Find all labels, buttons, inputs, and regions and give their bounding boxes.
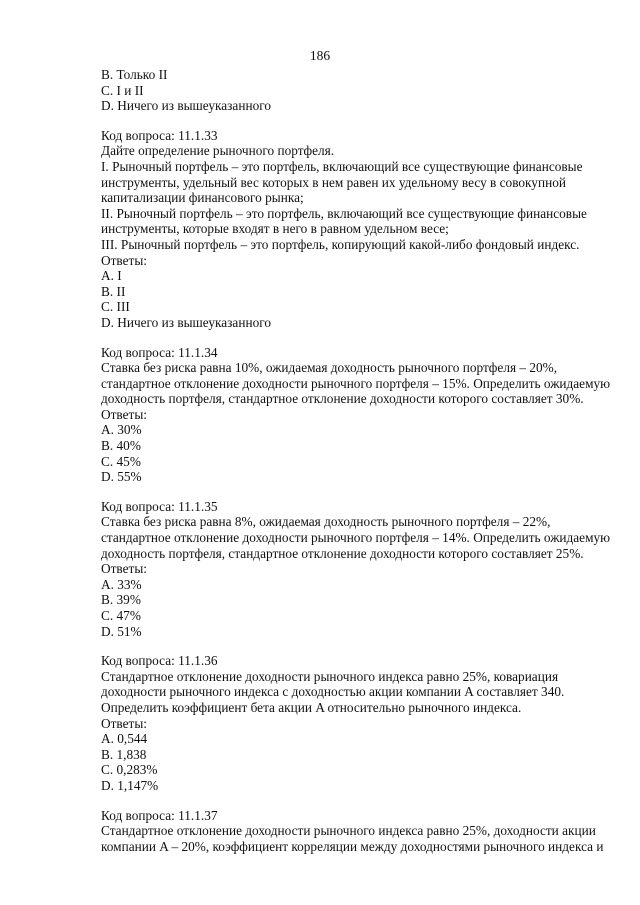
question-code: Код вопроса: 11.1.37 (101, 807, 218, 823)
answer-option: B. 39% (101, 592, 141, 608)
answers-label: Ответы: (101, 561, 147, 577)
question-text-line: стандартное отклонение доходности рыночного портфеля – 15%. Определить ожидаемую (101, 375, 611, 391)
answer-option: C. 0,283% (101, 762, 158, 778)
question-11-1-33 (101, 128, 599, 331)
question-text-line: доходность портфеля, стандартное отклонение доходности которого составляет 25%. (101, 545, 584, 561)
question-text-line: Определить коэффициент бета акции A относительно рыночного индекса. (101, 699, 522, 715)
question-text-line: I. Рыночный портфель – это портфель, включающий все существующие финансовые (101, 158, 583, 174)
question-text-line: капитализации финансового рынка; (101, 190, 304, 206)
question-code: Код вопроса: 11.1.34 (101, 344, 218, 360)
answer-option: B. II (101, 283, 126, 299)
answer-option: A. 33% (101, 576, 142, 592)
answer-option: C. I и II (101, 82, 144, 98)
question-11-1-35 (101, 498, 611, 639)
question-text-line: инструменты, удельный вес которых в нем равен их удельному весу в совокупной (101, 174, 566, 190)
question-text-line: Стандартное отклонение доходности рыночного индекса равно 25%, доходности акции (101, 823, 596, 839)
answers-label: Ответы: (101, 252, 147, 268)
answer-option: D. 51% (101, 623, 142, 639)
question-text-line: доходности рыночного индекса с доходностью акции компании A составляет 340. (101, 684, 565, 700)
answer-option: B. 40% (101, 438, 141, 454)
answer-option: D. Ничего из вышеуказанного (101, 98, 271, 114)
question-text-line: Ставка без риска равна 10%, ожидаемая доходность рыночного портфеля – 20%, (101, 360, 558, 376)
answer-option: B. Только II (101, 67, 168, 82)
question-text-line: стандартное отклонение доходности рыночного портфеля – 14%. Определить ожидаемую (101, 530, 611, 546)
question-text-line: Ставка без риска равна 8%, ожидаемая доходность рыночного портфеля – 22%, (101, 514, 551, 530)
answer-option: D. 55% (101, 469, 142, 485)
answers-label: Ответы: (101, 715, 147, 731)
answer-option: D. Ничего из вышеуказанного (101, 314, 271, 330)
answer-option: D. 1,147% (101, 777, 159, 793)
page-number: 186 (309, 48, 331, 63)
question-code: Код вопроса: 11.1.35 (101, 498, 218, 514)
answer-option: A. 30% (101, 422, 142, 438)
question-text-line: III. Рыночный портфель – это портфель, копирующий какой-либо фондовый индекс. (101, 236, 580, 252)
question-text-line: доходность портфеля, стандартное отклонение доходности которого составляет 30%. (101, 391, 584, 407)
page-content (101, 67, 611, 854)
answer-option: C. 47% (101, 608, 141, 623)
question-code: Код вопроса: 11.1.33 (101, 127, 218, 143)
question-text-line: Дайте определение рыночного портфеля. (101, 143, 335, 159)
question-11-1-36 (101, 653, 599, 793)
question-text-line: II. Рыночный портфель – это портфель, включающий все существующие финансовые (101, 205, 587, 221)
question-text-line: Стандартное отклонение доходности рыночного индекса равно 25%, ковариация (101, 668, 559, 684)
answer-option: A. I (101, 268, 122, 284)
answer-option: A. 0,544 (101, 731, 148, 747)
answer-option: C. 45% (101, 453, 141, 469)
question-text-line: инструменты, которые входят в него в равном удельном весе; (101, 221, 449, 237)
question-11-1-37 (101, 807, 604, 855)
answers-label: Ответы: (101, 406, 147, 422)
question-text-line: компании A – 20%, коэффициент корреляции между доходностями рыночного индекса и (101, 838, 604, 854)
question-code: Код вопроса: 11.1.36 (101, 653, 218, 669)
question-11-1-34 (101, 344, 611, 485)
carryover-answers (101, 67, 599, 114)
answer-option: C. III (101, 299, 130, 315)
answer-option: B. 1,838 (101, 746, 147, 762)
